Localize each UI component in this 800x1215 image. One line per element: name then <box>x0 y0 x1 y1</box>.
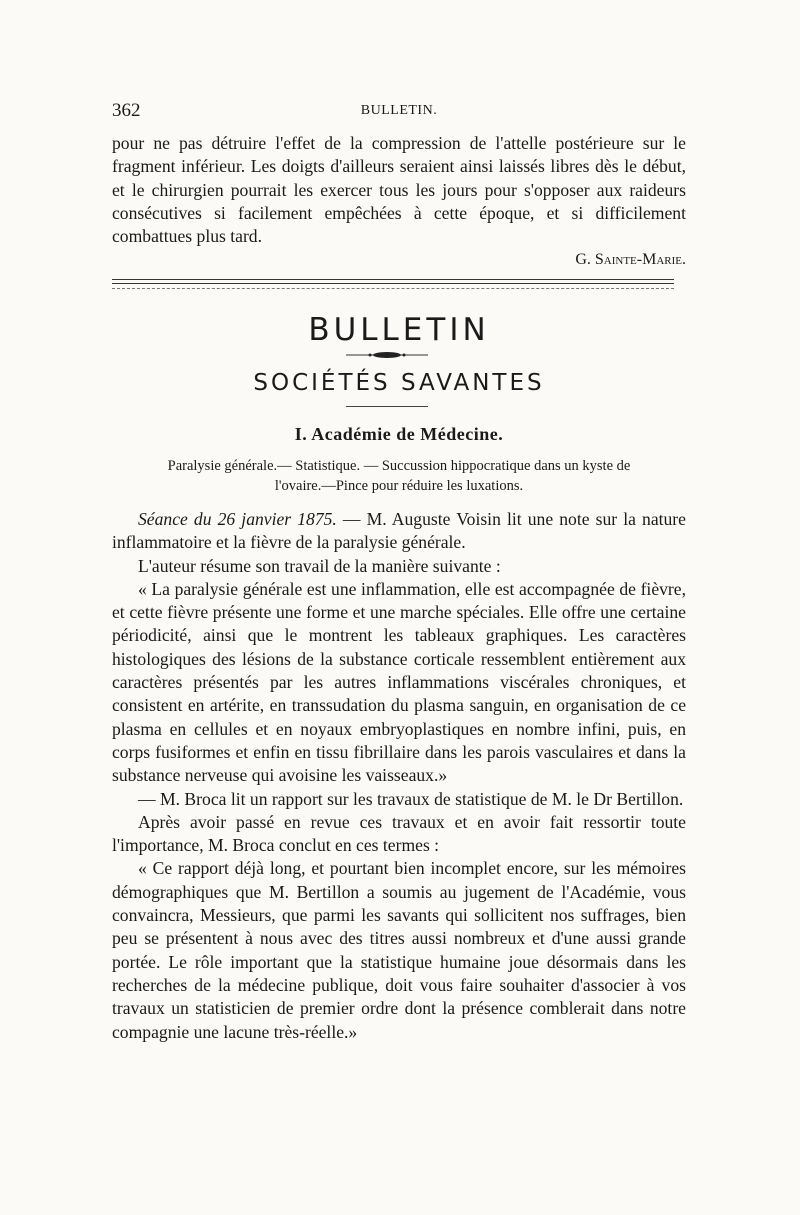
intro-section <box>112 132 686 272</box>
main-title: BULLETIN <box>308 312 490 348</box>
author-signature: G. Sainte-Marie. <box>575 251 686 269</box>
divider-rule <box>112 283 674 284</box>
divider-rule <box>112 279 674 280</box>
intro-paragraph: pour ne pas détruire l'effet de la compression de l'attelle postérieure sur le fragment inférieur. Les doigts d'ailleurs seraient ainsi laissés libres dès le début, et le chirurgien pourrait les exercer tous les jours pour s'opposer aux raideurs consécutives si facilement empêchées à cette époque, et si difficilement combattues plus tard. <box>112 133 686 247</box>
subtitle-rule <box>346 406 428 407</box>
body-paragraph: Après avoir passé en revue ces travaux et en avoir fait ressortir toute l'importance, M. Broca conclut en ces termes : <box>112 811 686 856</box>
ornament-rule <box>346 350 428 360</box>
body-paragraph: « Ce rapport déjà long, et pourtant bien incomplet encore, sur les mémoires démographiques que M. Bertillon a soumis au jugement de l'Académie, vous convaincra, Messieurs, que parmi les savants qui sollicitent nos suffrages, bien peu se présentent à nous avec des titres aussi nombreux et d'une aussi grande portée. Le rôle important que la statistique humaine joue désormais dans les recherches de la médecine publique, doit vous faire souhaiter d'associer à vos travaux un statisticien de premier ordre dont la présence comblerait dans notre compagnie une lacune très-réelle.» <box>112 858 686 1042</box>
page-number: 362 <box>112 100 141 121</box>
body-text: — M. Auguste Voisin lit une note sur la nature inflammatoire et la fièvre de la paralysie générale. <box>112 509 686 553</box>
summary-line: Paralysie générale.— Statistique. — Succussion hippocratique dans un kyste de <box>167 458 631 474</box>
section-summary <box>112 456 686 496</box>
body-paragraph: « La paralysie générale est une inflammation, elle est accompagnée de fièvre, et cette fièvre présente une forme et une marche spéciales. Elle offre une certaine périodicité, ainsi que le montrent les tableaux graphiques. Les caractères histologiques des lésions de la substance corticale ressemblent entièrement aux caractères présentés par les autres inflammations viscérales chroniques, et consistent en artérite, en transsudation du plasma sanguin, en organisation de ce plasma en cellules et en noyaux embryoplastiques en nombre infini, puis, en corps fusiformes et enfin en tissu fibrillaire dans les parois vasculaires et dans la substance nerveuse qui avoisine les vaisseaux.» <box>112 578 686 786</box>
running-title: BULLETIN. <box>360 103 438 118</box>
body-paragraph <box>112 508 686 555</box>
subtitle: SOCIÉTÉS SAVANTES <box>253 370 545 396</box>
body-paragraph: L'auteur résume son travail de la manière suivante : <box>138 555 501 576</box>
summary-line: l'ovaire.—Pince pour réduire les luxations. <box>274 478 524 494</box>
section-heading: I. Académie de Médecine. <box>294 424 504 444</box>
divider-rule <box>112 288 674 289</box>
section-divider <box>112 276 674 294</box>
page-header <box>112 100 686 124</box>
article-body <box>112 508 686 1044</box>
body-paragraph: — M. Broca lit un rapport sur les travaux de statistique de M. le Dr Bertillon. <box>138 788 684 809</box>
session-date: Séance du 26 janvier 1875. <box>138 509 337 529</box>
